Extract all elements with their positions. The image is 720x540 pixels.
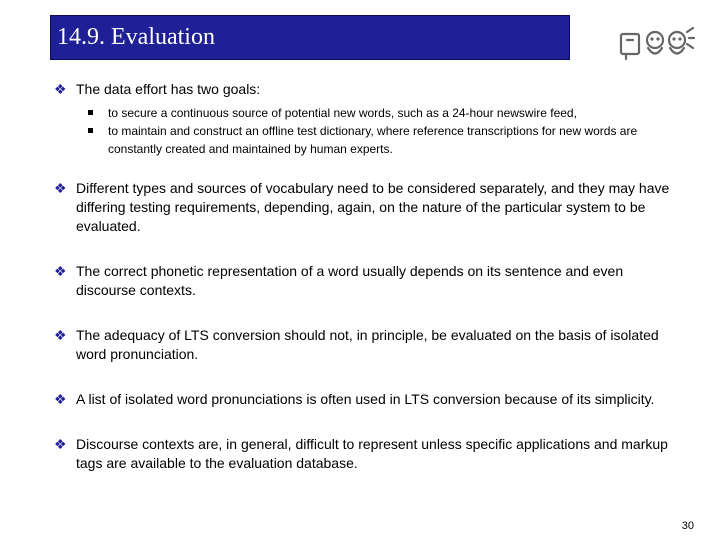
- page-number: 30: [681, 520, 694, 532]
- bullet-item: [54, 262, 674, 300]
- bullet-item: [54, 80, 674, 158]
- diamond-bullet-icon: ❖: [54, 436, 67, 452]
- sub-bullet-text: to secure a continuous source of potential new words, such as a 24-hour newswire feed,: [108, 106, 577, 120]
- people-logo-icon: [617, 24, 695, 62]
- bullet-list: [54, 80, 674, 473]
- bullet-item: [54, 435, 674, 473]
- diamond-bullet-icon: ❖: [54, 327, 67, 343]
- slide-title: 14.9. Evaluation: [57, 24, 215, 50]
- diamond-bullet-icon: ❖: [54, 391, 67, 407]
- bullet-text: Different types and sources of vocabulary need to be considered separately, and they may have differing testing requirements, depending, again, on the nature of the particular system to be evaluated.: [76, 180, 670, 234]
- bullet-text: The adequacy of LTS conversion should not, in principle, be evaluated on the basis of isolated word pronunciation.: [76, 327, 659, 362]
- bullet-text: The correct phonetic representation of a word usually depends on its sentence and even discourse contexts.: [76, 263, 624, 298]
- sub-bullet-text: to maintain and construct an offline test dictionary, where reference transcriptions for new words are constantly created and maintained by human experts.: [108, 124, 638, 156]
- diamond-bullet-icon: ❖: [54, 81, 67, 97]
- bullet-item: [54, 179, 674, 236]
- title-bar: [50, 15, 570, 60]
- bullet-item: [54, 326, 674, 364]
- bullet-text: A list of isolated word pronunciations is often used in LTS conversion because of its simplicity.: [76, 391, 655, 407]
- diamond-bullet-icon: ❖: [54, 263, 67, 279]
- bullet-text: Discourse contexts are, in general, difficult to represent unless specific applications and markup tags are available to the evaluation database.: [76, 436, 668, 471]
- sub-bullet-item: [76, 122, 674, 158]
- square-bullet-icon: [88, 128, 93, 133]
- sub-bullet-item: [76, 104, 674, 122]
- square-bullet-icon: [88, 110, 93, 115]
- sub-bullet-list: [76, 104, 674, 158]
- diamond-bullet-icon: ❖: [54, 180, 67, 196]
- bullet-item: [54, 390, 674, 409]
- bullet-text: The data effort has two goals:: [76, 81, 261, 97]
